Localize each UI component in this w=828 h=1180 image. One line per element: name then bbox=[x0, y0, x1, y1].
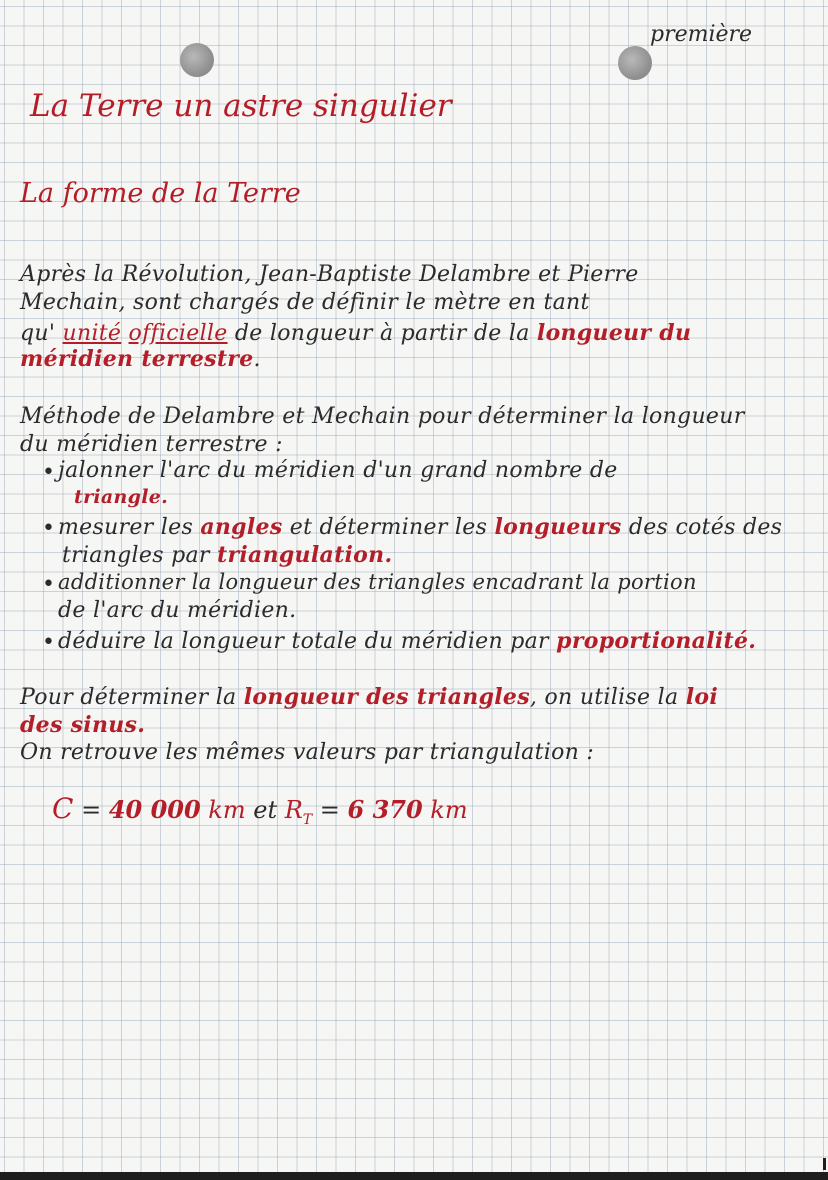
bullet-2-dot: • bbox=[42, 516, 56, 541]
b2-text-e: des cotés des bbox=[621, 515, 783, 540]
circumference-symbol: C bbox=[52, 792, 74, 825]
b2-text-c: et déterminer les bbox=[282, 515, 495, 540]
method-intro-line1: Méthode de Delambre et Mechain pour déterminer la longueur bbox=[20, 404, 745, 429]
equals-1: = bbox=[73, 796, 109, 824]
b2-line2-text: triangles par bbox=[62, 543, 218, 568]
highlight-meridien-terrestre: méridien terrestre bbox=[20, 346, 254, 372]
bullet-1-dot: • bbox=[42, 460, 56, 485]
bullet-4-line bbox=[58, 628, 756, 654]
radius-symbol: R bbox=[284, 796, 303, 824]
bullet-1-line1: jalonner l'arc du méridien d'un grand nombre de bbox=[58, 458, 618, 483]
binder-hole-left bbox=[180, 43, 214, 77]
para1-line2: Mechain, sont chargés de définir le mètre en tant bbox=[20, 290, 590, 315]
section-title: La forme de la Terre bbox=[20, 178, 301, 209]
highlight-unite: unité bbox=[62, 321, 122, 346]
bullet-3-dot: • bbox=[42, 572, 56, 597]
para1-space bbox=[121, 321, 128, 346]
b2-text-a: mesurer les bbox=[58, 515, 201, 540]
highlight-longueur-triangles: longueur des triangles bbox=[243, 684, 530, 710]
bullet-4-dot: • bbox=[42, 630, 56, 655]
highlight-longueurs: longueurs bbox=[494, 514, 622, 540]
sines-line3: On retrouve les mêmes valeurs par triangulation : bbox=[20, 740, 595, 765]
sines-text-c: , on utilise la bbox=[529, 685, 686, 710]
highlight-angles: angles bbox=[200, 514, 283, 540]
corner-note: première bbox=[650, 22, 753, 47]
b4-text: déduire la longueur totale du méridien par bbox=[58, 629, 557, 654]
highlight-longueur-du: longueur du bbox=[536, 320, 692, 346]
page-title: La Terre un astre singulier bbox=[30, 88, 452, 124]
sines-text-a: Pour déterminer la bbox=[20, 685, 244, 710]
formula bbox=[52, 792, 468, 828]
bullet-2-line2 bbox=[62, 542, 392, 568]
page-bottom-edge bbox=[0, 1172, 828, 1180]
highlight-loi: loi bbox=[685, 684, 718, 710]
para1-text2: de longueur à partir de la bbox=[227, 321, 537, 346]
para1-line4 bbox=[20, 346, 261, 372]
highlight-officielle: officielle bbox=[128, 321, 228, 346]
radius-subscript: T bbox=[302, 811, 313, 828]
bullet-2-line1 bbox=[58, 514, 782, 540]
para1-line1: Après la Révolution, Jean-Baptiste Delambre et Pierre bbox=[20, 262, 639, 287]
bullet-3-line1: additionner la longueur des triangles encadrant la portion bbox=[58, 570, 697, 594]
binder-hole-right bbox=[618, 46, 652, 80]
circumference-unit: km bbox=[200, 796, 246, 824]
para1-text: qu' bbox=[20, 321, 63, 346]
circumference-value: 40 000 bbox=[108, 795, 201, 824]
highlight-triangulation: triangulation. bbox=[217, 542, 393, 568]
highlight-proportionalite: proportionalité. bbox=[556, 628, 757, 654]
and-word: et bbox=[245, 796, 285, 824]
para1-period: . bbox=[253, 347, 261, 372]
para1-line3 bbox=[20, 320, 691, 346]
radius-value: 6 370 bbox=[347, 795, 423, 824]
radius-unit: km bbox=[422, 796, 468, 824]
equals-2: = bbox=[312, 796, 348, 824]
page-edge-mark bbox=[823, 1158, 826, 1170]
bullet-1-line2: triangle. bbox=[74, 486, 169, 508]
highlight-des-sinus: des sinus. bbox=[20, 712, 146, 738]
method-intro-line2: du méridien terrestre : bbox=[20, 432, 283, 457]
bullet-3-line2: de l'arc du méridien. bbox=[58, 598, 297, 623]
sines-line1 bbox=[20, 684, 718, 710]
